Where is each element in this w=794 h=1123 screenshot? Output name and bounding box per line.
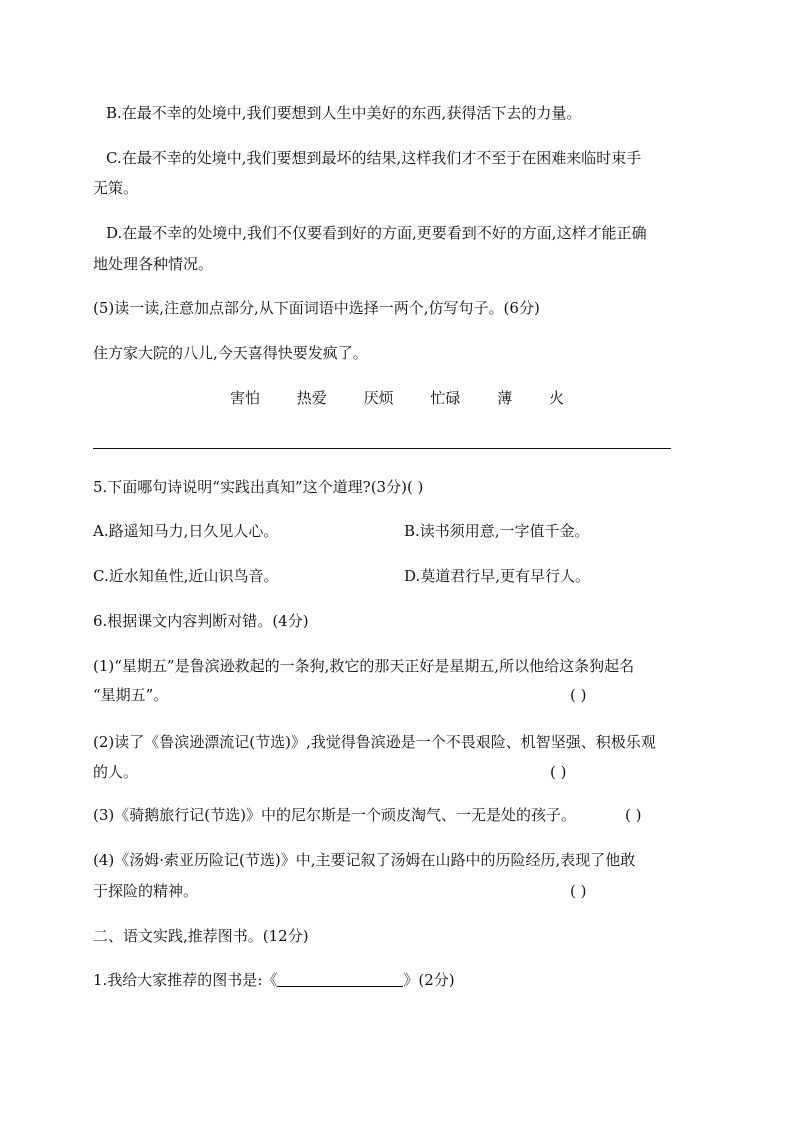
- q6-item1-line2: “星期五”。: [93, 686, 169, 704]
- q6-item2-line1: (2)读了《鲁滨逊漂流记(节选)》,我觉得鲁滨逊是一个不畏艰险、机智坚强、积极乐观: [93, 733, 656, 751]
- option-b: B.在最不幸的处境中,我们要想到人生中美好的东西,获得活下去的力量。: [106, 104, 582, 122]
- word-item: 火: [548, 389, 564, 407]
- word-item: 厌烦: [363, 389, 394, 407]
- q4-5-sentence: 住方家大院的八儿,今天喜得快要发疯了。: [93, 344, 368, 362]
- q6-item2-paren[interactable]: ( ): [550, 763, 567, 781]
- q5-prompt: 5.下面哪句诗说明“实践出真知”这个道理?(3分)( ): [93, 478, 424, 496]
- q6-item1-line1: (1)“星期五”是鲁滨逊救起的一条狗,救它的那天正好是星期五,所以他给这条狗起名: [93, 657, 635, 675]
- option-d-line1: D.在最不幸的处境中,我们不仅要看到好的方面,更要看到不好的方面,这样才能正确: [106, 224, 647, 242]
- q6-item4-line1: (4)《汤姆·索亚历险记(节选)》中,主要记叙了汤姆在山路中的历险经历,表现了他敢: [93, 851, 636, 869]
- q1-suffix: 》(2分): [403, 971, 455, 989]
- q1-prefix: 1.我给大家推荐的图书是:《: [93, 971, 278, 989]
- q4-5-prompt: (5)读一读,注意加点部分,从下面词语中选择一两个,仿写句子。(6分): [93, 299, 540, 317]
- q5-option-b: B.读书须用意,一字值千金。: [404, 522, 590, 540]
- q6-item3-paren[interactable]: ( ): [625, 806, 642, 824]
- q6-prompt: 6.根据课文内容判断对错。(4分): [93, 612, 309, 630]
- q6-item4-paren[interactable]: ( ): [570, 882, 587, 900]
- q6-item1-paren[interactable]: ( ): [570, 686, 587, 704]
- section2-q1: [93, 970, 455, 990]
- word-item: 忙碌: [430, 389, 461, 407]
- option-d-line2: 地处理各种情况。: [93, 255, 214, 273]
- q6-item2-line2: 的人。: [93, 763, 139, 781]
- word-list: [0, 388, 794, 408]
- word-item: 热爱: [296, 389, 327, 407]
- answer-line[interactable]: [93, 448, 671, 449]
- q5-option-d: D.莫道君行早,更有早行人。: [404, 567, 591, 585]
- q6-item3-line1: (3)《骑鹅旅行记(节选)》中的尼尔斯是一个顽皮淘气、一无是处的孩子。: [93, 806, 576, 824]
- q5-option-c: C.近水知鱼性,近山识鸟音。: [93, 567, 279, 585]
- q6-item4-line2: 于探险的精神。: [93, 882, 199, 900]
- word-item: 薄: [497, 389, 513, 407]
- book-title-blank[interactable]: [277, 972, 403, 987]
- option-c-line1: C.在最不幸的处境中,我们要想到最坏的结果,这样我们才不至于在困难来临时束手: [106, 149, 642, 167]
- option-c-line2: 无策。: [93, 179, 139, 197]
- word-item: 害怕: [230, 389, 261, 407]
- q5-option-a: A.路遥知马力,日久见人心。: [93, 522, 279, 540]
- section2-title: 二、语文实践,推荐图书。(12分): [93, 927, 309, 945]
